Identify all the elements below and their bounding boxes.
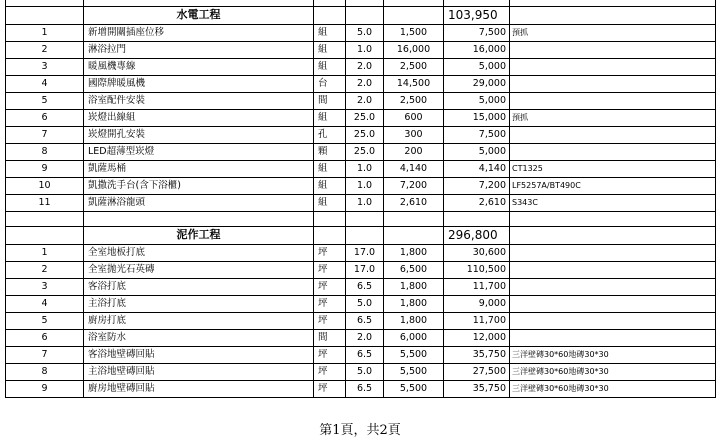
table-row [6, 75, 716, 92]
section-total: 103,950 [444, 6, 510, 24]
item-total: 12,000 [444, 329, 510, 346]
item-unit-price: 16,000 [384, 41, 444, 58]
item-number: 9 [6, 380, 84, 397]
page-footer: 第1頁，共2頁 [319, 423, 401, 438]
item-total: 7,500 [444, 126, 510, 143]
item-note: 三洋壁磚30*60地磚30*30 [510, 363, 716, 380]
item-unit: 坪 [314, 363, 346, 380]
item-number: 8 [6, 143, 84, 160]
item-quantity: 2.0 [346, 329, 384, 346]
item-number: 8 [6, 363, 84, 380]
item-unit: 坪 [314, 244, 346, 261]
table-row [6, 109, 716, 126]
item-number: 4 [6, 295, 84, 312]
empty-cell [510, 226, 716, 244]
item-quantity: 17.0 [346, 261, 384, 278]
item-total: 29,000 [444, 75, 510, 92]
table-row [6, 194, 716, 211]
item-unit: 坪 [314, 380, 346, 397]
item-name: LED超薄型崁燈 [84, 143, 314, 160]
item-number: 1 [6, 24, 84, 41]
item-quantity: 1.0 [346, 177, 384, 194]
section-title: 水電工程 [84, 6, 314, 24]
item-unit-price: 14,500 [384, 75, 444, 92]
item-number: 6 [6, 329, 84, 346]
item-number: 11 [6, 194, 84, 211]
item-name: 淋浴拉門 [84, 41, 314, 58]
item-name: 廚房地壁磚回貼 [84, 380, 314, 397]
item-quantity: 1.0 [346, 160, 384, 177]
item-unit: 組 [314, 41, 346, 58]
item-total: 2,610 [444, 194, 510, 211]
item-unit: 坪 [314, 312, 346, 329]
item-quantity: 1.0 [346, 41, 384, 58]
item-note: 預抓 [510, 24, 716, 41]
item-total: 5,000 [444, 143, 510, 160]
item-total: 15,000 [444, 109, 510, 126]
item-quantity: 6.5 [346, 380, 384, 397]
table-row [6, 261, 716, 278]
empty-cell [346, 6, 384, 24]
item-total: 5,000 [444, 92, 510, 109]
item-name: 凱薩淋浴龍頭 [84, 194, 314, 211]
empty-cell [384, 6, 444, 24]
item-total: 9,000 [444, 295, 510, 312]
item-number: 7 [6, 126, 84, 143]
item-total: 4,140 [444, 160, 510, 177]
item-total: 30,600 [444, 244, 510, 261]
item-quantity: 2.0 [346, 75, 384, 92]
item-note [510, 261, 716, 278]
item-note: CT1325 [510, 160, 716, 177]
table-row [6, 143, 716, 160]
item-unit: 組 [314, 109, 346, 126]
empty-cell [6, 211, 84, 226]
item-quantity: 5.0 [346, 363, 384, 380]
item-unit-price: 1,500 [384, 24, 444, 41]
item-unit-price: 600 [384, 109, 444, 126]
item-quantity: 2.0 [346, 58, 384, 75]
item-note: LF5257A/BT490C [510, 177, 716, 194]
item-note [510, 329, 716, 346]
empty-cell [444, 211, 510, 226]
item-total: 7,500 [444, 24, 510, 41]
item-unit: 組 [314, 194, 346, 211]
item-unit-price: 5,500 [384, 380, 444, 397]
item-unit-price: 2,610 [384, 194, 444, 211]
item-quantity: 6.5 [346, 312, 384, 329]
item-name: 崁燈開孔安裝 [84, 126, 314, 143]
item-unit: 間 [314, 92, 346, 109]
item-number: 6 [6, 109, 84, 126]
item-name: 全室拋光石英磚 [84, 261, 314, 278]
item-name: 暖風機專線 [84, 58, 314, 75]
table-row [6, 329, 716, 346]
item-unit: 組 [314, 24, 346, 41]
item-unit: 組 [314, 160, 346, 177]
item-note [510, 75, 716, 92]
item-name: 廚房打底 [84, 312, 314, 329]
item-unit: 孔 [314, 126, 346, 143]
item-note [510, 295, 716, 312]
item-quantity: 5.0 [346, 24, 384, 41]
item-unit-price: 6,500 [384, 261, 444, 278]
item-name: 崁燈出線組 [84, 109, 314, 126]
item-number: 7 [6, 346, 84, 363]
empty-cell [510, 211, 716, 226]
empty-cell [346, 226, 384, 244]
item-unit-price: 2,500 [384, 58, 444, 75]
item-number: 5 [6, 312, 84, 329]
item-number: 3 [6, 278, 84, 295]
empty-cell [384, 226, 444, 244]
empty-cell [384, 211, 444, 226]
item-note: 三洋壁磚30*60地磚30*30 [510, 380, 716, 397]
item-name: 浴室防水 [84, 329, 314, 346]
item-note [510, 143, 716, 160]
empty-cell [510, 6, 716, 24]
section-title: 泥作工程 [84, 226, 314, 244]
empty-cell [314, 226, 346, 244]
table-row [6, 126, 716, 143]
item-unit: 坪 [314, 295, 346, 312]
item-total: 35,750 [444, 380, 510, 397]
item-number: 9 [6, 160, 84, 177]
table-row [6, 92, 716, 109]
item-note [510, 312, 716, 329]
item-number: 4 [6, 75, 84, 92]
item-quantity: 17.0 [346, 244, 384, 261]
item-total: 7,200 [444, 177, 510, 194]
item-note: 預抓 [510, 109, 716, 126]
item-name: 國際牌暖風機 [84, 75, 314, 92]
item-total: 27,500 [444, 363, 510, 380]
item-quantity: 5.0 [346, 295, 384, 312]
table-row [6, 312, 716, 329]
item-quantity: 25.0 [346, 109, 384, 126]
section-header-row [6, 226, 716, 244]
item-unit: 台 [314, 75, 346, 92]
table-row [6, 363, 716, 380]
item-note [510, 58, 716, 75]
empty-cell [84, 211, 314, 226]
item-quantity: 2.0 [346, 92, 384, 109]
item-unit-price: 4,140 [384, 160, 444, 177]
item-unit-price: 6,000 [384, 329, 444, 346]
spacer-row [6, 211, 716, 226]
table-row [6, 177, 716, 194]
section-total: 296,800 [444, 226, 510, 244]
item-note [510, 92, 716, 109]
table-row [6, 295, 716, 312]
item-unit-price: 300 [384, 126, 444, 143]
item-unit: 坪 [314, 261, 346, 278]
item-note [510, 41, 716, 58]
table-row [6, 58, 716, 75]
item-name: 凱薩馬桶 [84, 160, 314, 177]
item-name: 新增開關插座位移 [84, 24, 314, 41]
table-row [6, 278, 716, 295]
empty-cell [314, 211, 346, 226]
item-total: 11,700 [444, 312, 510, 329]
quotation-sheet [5, 0, 715, 398]
item-number: 2 [6, 261, 84, 278]
item-unit-price: 5,500 [384, 346, 444, 363]
item-unit: 間 [314, 329, 346, 346]
item-unit-price: 200 [384, 143, 444, 160]
item-quantity: 6.5 [346, 278, 384, 295]
item-unit-price: 1,800 [384, 244, 444, 261]
item-unit-price: 2,500 [384, 92, 444, 109]
item-unit-price: 5,500 [384, 363, 444, 380]
item-note: 三洋壁磚30*60地磚30*30 [510, 346, 716, 363]
item-quantity: 6.5 [346, 346, 384, 363]
item-number: 3 [6, 58, 84, 75]
table-row [6, 160, 716, 177]
item-name: 浴室配件安裝 [84, 92, 314, 109]
empty-cell [6, 6, 84, 24]
item-total: 35,750 [444, 346, 510, 363]
item-quantity: 25.0 [346, 126, 384, 143]
item-name: 主浴地壁磚回貼 [84, 363, 314, 380]
item-name: 客浴打底 [84, 278, 314, 295]
quotation-table [5, 0, 716, 398]
item-name: 凱撒洗手台(含下浴櫃) [84, 177, 314, 194]
item-number: 5 [6, 92, 84, 109]
item-number: 10 [6, 177, 84, 194]
item-unit: 組 [314, 58, 346, 75]
table-row [6, 244, 716, 261]
item-unit-price: 1,800 [384, 295, 444, 312]
table-row [6, 41, 716, 58]
empty-cell [346, 211, 384, 226]
item-unit-price: 1,800 [384, 312, 444, 329]
empty-cell [6, 226, 84, 244]
table-row [6, 380, 716, 397]
item-unit-price: 7,200 [384, 177, 444, 194]
item-name: 全室地板打底 [84, 244, 314, 261]
item-quantity: 1.0 [346, 194, 384, 211]
item-number: 2 [6, 41, 84, 58]
item-name: 客浴地壁磚回貼 [84, 346, 314, 363]
item-name: 主浴打底 [84, 295, 314, 312]
item-unit: 坪 [314, 278, 346, 295]
item-note: S343C [510, 194, 716, 211]
item-note [510, 244, 716, 261]
item-total: 11,700 [444, 278, 510, 295]
item-total: 5,000 [444, 58, 510, 75]
item-unit: 坪 [314, 346, 346, 363]
empty-cell [314, 6, 346, 24]
item-unit-price: 1,800 [384, 278, 444, 295]
item-number: 1 [6, 244, 84, 261]
item-unit: 顆 [314, 143, 346, 160]
item-note [510, 278, 716, 295]
item-unit: 組 [314, 177, 346, 194]
item-total: 110,500 [444, 261, 510, 278]
item-note [510, 126, 716, 143]
item-total: 16,000 [444, 41, 510, 58]
table-row [6, 24, 716, 41]
item-quantity: 25.0 [346, 143, 384, 160]
section-header-row [6, 6, 716, 24]
table-row [6, 346, 716, 363]
